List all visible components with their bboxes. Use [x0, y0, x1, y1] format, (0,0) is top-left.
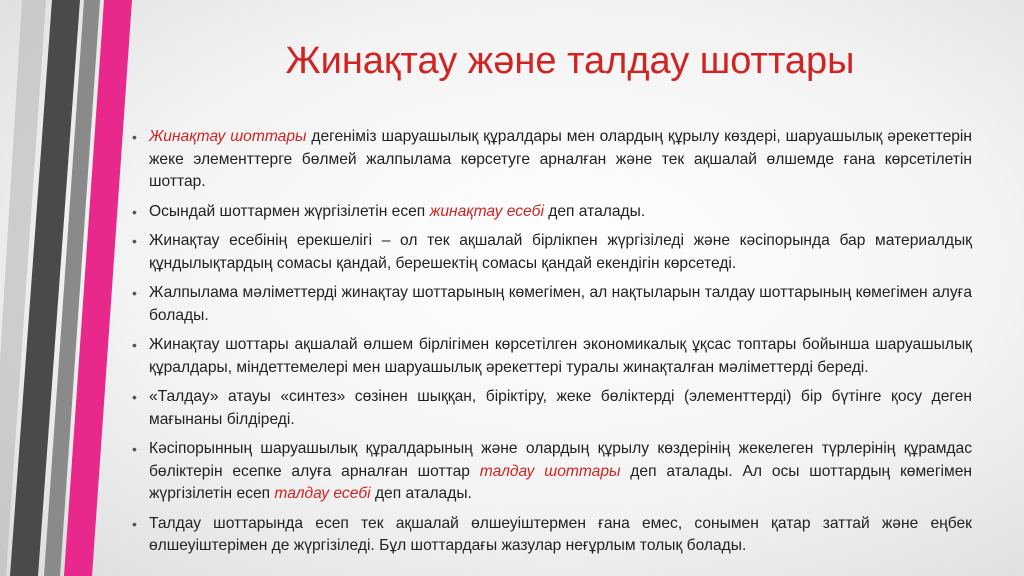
bullet-dot-icon: • [132, 285, 137, 301]
bullet-text: деп аталады. Ал осы шоттардың көмегімен жүргізілетін есеп [149, 462, 973, 502]
bullet-list [132, 126, 972, 565]
emphasized-term: жинақтау есебі [429, 202, 544, 220]
bullet-dot-icon: • [132, 389, 137, 405]
bullet-dot-icon: • [132, 203, 137, 220]
bullet-item [132, 282, 972, 327]
bullet-text: Жинақтау шоттары ақшалай өлшем бірлігімен көрсетілген экономикалық ұқсас топтары бойынша шаруашылық құралдары, міндеттемелері мен шаруашылық әрекеттері туралы жинақталған мәліметтерді береді. [149, 336, 972, 376]
bullet-dot-icon: • [132, 337, 137, 353]
bullet-item [132, 230, 972, 275]
decorative-stripes [0, 0, 140, 576]
emphasized-term: талдау шоттары [479, 462, 621, 480]
emphasized-term: Жинақтау шоттары [149, 128, 307, 145]
bullet-text: Жалпылама мәліметтерді жинақтау шоттарының көмегімен, ал нақтыларын талдау шоттарының көмегімен алуға болады. [149, 284, 972, 324]
bullet-text: Осындай шоттармен жүргізілетін есеп [149, 202, 430, 220]
bullet-text: «Талдау» атауы «синтез» сөзінен шыққан, біріктіру, жеке бөліктерді (элементтерді) бір бүтінге қосу деген мағынаны білдіреді. [149, 388, 972, 428]
bullet-dot-icon: • [132, 441, 137, 457]
bullet-item [132, 438, 972, 506]
bullet-item [132, 334, 972, 379]
bullet-text: Кәсіпорынның шаруашылық құралдарының және олардың құрылу көздерінің жекелеген түрлерінің құрамдас бөліктерін есепке алуға арналған шоттар [149, 440, 972, 480]
bullet-dot-icon: • [132, 233, 137, 249]
bullet-item [132, 126, 972, 194]
bullet-item [132, 513, 972, 558]
emphasized-term: талдау есебі [274, 485, 371, 502]
bullet-item [132, 386, 972, 431]
bullet-text: дегеніміз шаруашылық құралдары мен олардың құрылу көздері, шаруашылық әрекеттерін жеке элементтерге бөлмей жалпылама көрсетуге арналған және тек ақшалай өлшемде ғана көрсетілетін шоттар. [149, 128, 972, 190]
bullet-text: деп аталады. [543, 202, 646, 220]
bullet-text: Талдау шоттарында есеп тек ақшалай өлшеуіштермен ғана емес, сонымен қатар заттай және еңбек өлшеуіштерімен де жүргізіледі. Бұл шоттардағы жазулар неғұрлым толық болады. [149, 514, 972, 554]
bullet-text: Жинақтау есебінің ерекшелігі – ол тек ақшалай бірлікпен жүргізіледі және кәсіпорында бар материалдық құндылықтардың сомасы қандай, берешектің сомасы қандай екендігін көрсетеді. [149, 232, 972, 272]
slide-title: Жинақтау және талдау шоттары [285, 40, 855, 82]
bullet-text: деп аталады. [370, 485, 472, 502]
bullet-dot-icon: • [132, 515, 137, 532]
bullet-item [132, 201, 972, 224]
bullet-dot-icon: • [132, 129, 137, 145]
